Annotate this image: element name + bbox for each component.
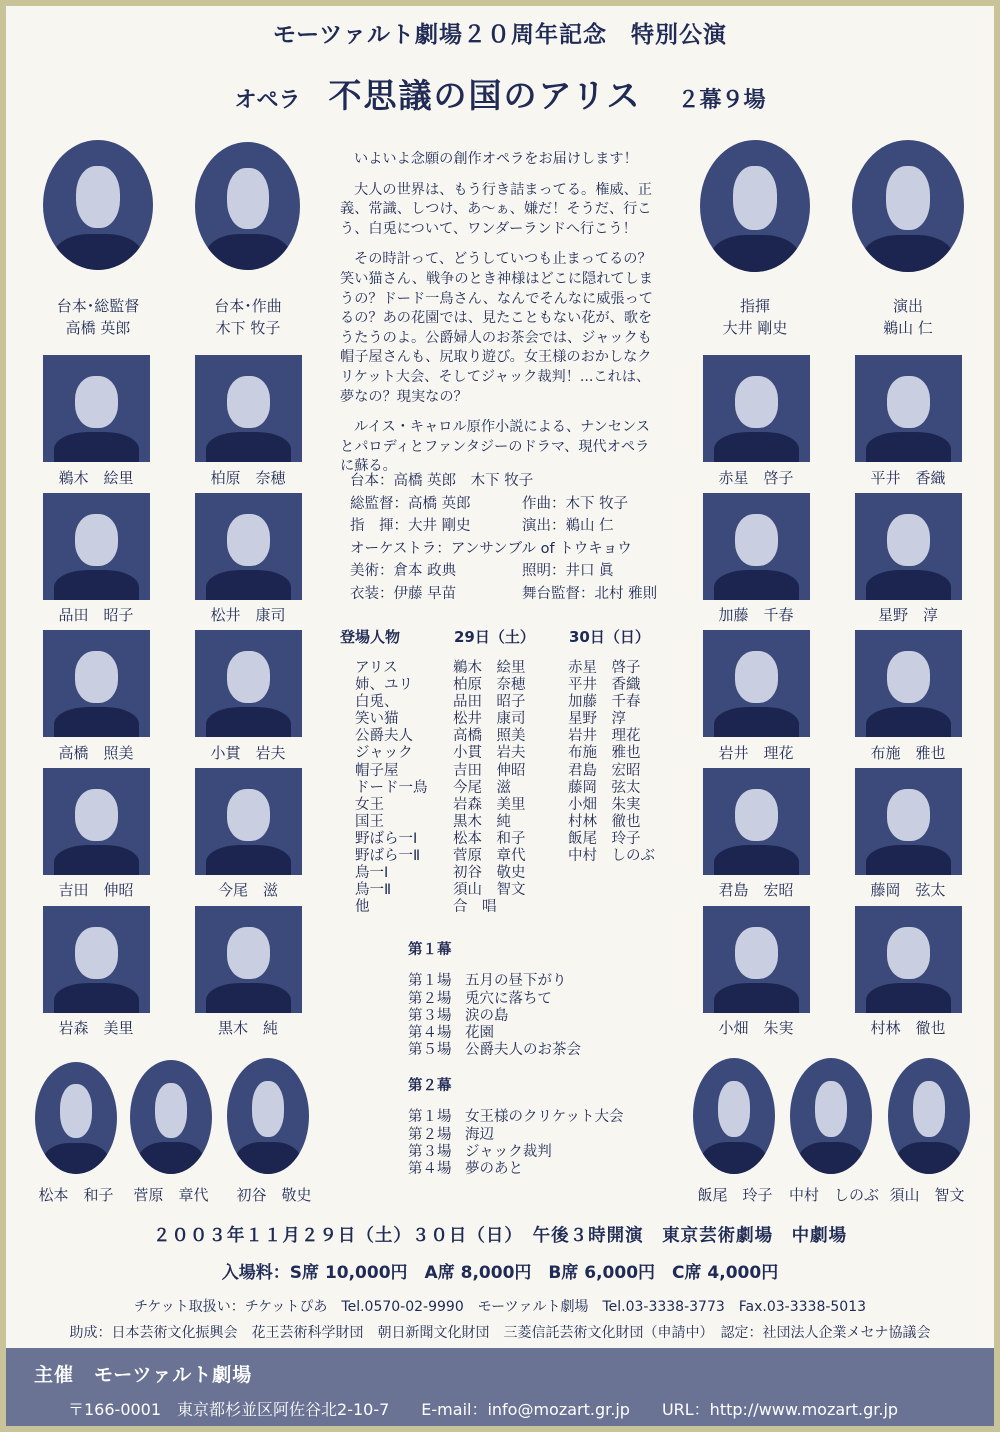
cast-singer-day2: 布施 雅也	[568, 745, 641, 762]
portrait-photo	[852, 140, 964, 272]
staff-name: 鵜山 仁	[883, 319, 933, 337]
credit-item: 台本：高橋 英郎 木下 牧子	[350, 473, 534, 489]
singer-photo	[195, 355, 302, 462]
singer-name: 須山 智文	[889, 1186, 965, 1204]
cast-row	[355, 728, 675, 745]
cast-singer-day1: 吉田 伸昭	[453, 762, 526, 779]
scene-row	[408, 1109, 623, 1126]
cast-row	[355, 831, 675, 848]
singer-name: 星野 淳	[877, 606, 938, 624]
intro-paragraph: 大人の世界は、もう行き詰まってる。権威、正義、常識、しつけ、あ～ぁ、嫌だ！そうだ、行こう、白兎について、ワンダーランドへ行こう！	[340, 181, 652, 237]
intro-text	[340, 150, 658, 488]
credit-item: 舞台監督：北村 雅則	[522, 585, 658, 602]
singer-name: 松井 康司	[210, 606, 286, 624]
portrait-photo	[693, 1058, 775, 1174]
scene-number: 第４場	[408, 1025, 452, 1042]
scene-title: 公爵夫人のお茶会	[465, 1042, 581, 1059]
scene-number: 第１場	[408, 1109, 452, 1126]
cast-singer-day1: 初谷 敬史	[453, 865, 526, 882]
scene-title: 兎穴に落ちて	[465, 990, 552, 1007]
cast-singer-day2: 加藤 千春	[568, 694, 641, 711]
opera-main-title: 不思議の国のアリス	[328, 76, 642, 115]
act1-scenes	[408, 942, 581, 1060]
opera-prefix: オペラ	[234, 88, 301, 113]
credit-item: 作曲：木下 牧子	[522, 495, 629, 512]
cast-singer-day2: 君島 宏昭	[568, 762, 641, 779]
singer-photo	[43, 768, 150, 875]
scene-row	[408, 1025, 581, 1042]
singer-photo	[43, 906, 150, 1013]
singer-photo	[855, 906, 962, 1013]
scene-number: 第３場	[408, 1007, 452, 1024]
credit-item: 総監督：高橋 英郎	[350, 495, 471, 512]
scene-title: 海辺	[465, 1126, 494, 1143]
cast-singer-day1: 菅原 章代	[453, 848, 526, 865]
intro-paragraph: その時計って、どうしていつも止まってるの？笑い猫さん、戦争のとき神様はどこに隠れてしまうの？ドード一鳥さん、なんでそんなに威張ってるの？あの花園では、見たこともない花が、歌をうたうのよ。公爵婦人のお茶会では、ジャックも帽子屋さんも、尻取り遊び。女王様のおかしなクリケット大会、そしてジャック裁判！...これは、夢なの？現実なの？	[340, 251, 653, 405]
act-title: 第２幕	[408, 1078, 452, 1094]
cast-row	[355, 677, 675, 694]
singer-name: 加藤 千春	[718, 606, 794, 624]
opera-title	[0, 70, 1000, 117]
staff-name: 木下 牧子	[215, 319, 281, 337]
singer-name: 小貫 岩夫	[210, 744, 286, 762]
staff-role: 演出	[892, 297, 923, 315]
portrait-photo	[43, 140, 153, 270]
singer-name: 小畑 朱実	[718, 1019, 794, 1037]
portrait-photo	[790, 1058, 872, 1174]
scene-number: 第２場	[408, 1126, 452, 1143]
cast-row	[355, 814, 675, 831]
cast-singer-day2: 赤星 啓子	[568, 660, 641, 676]
singer-photo	[855, 630, 962, 737]
cast-singer-day1: 品田 昭子	[453, 694, 526, 711]
cast-row	[355, 694, 675, 711]
opera-acts-suffix: ２幕９場	[677, 88, 766, 113]
portrait-photo	[35, 1062, 117, 1174]
cast-singer-day2: 星野 淳	[568, 711, 626, 728]
singer-name: 今尾 滋	[217, 881, 278, 899]
cast-singer-day1: 須山 智文	[453, 882, 526, 899]
singer-name: 黒木 純	[217, 1019, 278, 1037]
cast-singer-day1: 松本 和子	[453, 830, 526, 847]
staff-role: 指揮	[739, 297, 770, 315]
portrait-photo	[130, 1060, 212, 1174]
cast-singer-day1: 今尾 滋	[453, 779, 511, 796]
scene-row	[408, 1144, 623, 1161]
intro-paragraph: いよいよ念願の創作オペラをお届けします！	[354, 151, 638, 167]
portrait-photo	[195, 142, 300, 270]
portrait-photo	[227, 1058, 309, 1174]
scene-title: 女王様のクリケット大会	[465, 1109, 624, 1126]
cast-singer-day1: 合 唱	[453, 899, 497, 916]
singer-name: 松本 和子	[38, 1186, 114, 1204]
intro-paragraph: ルイス・キャロル原作小説による、ナンセンスとパロディとファンタジーのドラマ、現代オペラに蘇る。	[340, 419, 650, 475]
scene-row	[408, 973, 581, 990]
cast-row	[355, 660, 675, 677]
cast-singer-day2: 平井 香織	[568, 677, 641, 694]
staff-role: 台本･総監督	[56, 297, 140, 315]
scene-number: 第１場	[408, 973, 452, 990]
cast-role: 笑い猫	[355, 711, 399, 728]
organizer-name: 主催 モーツァルト劇場	[34, 1364, 253, 1386]
organizer-band	[6, 1348, 994, 1426]
ticket-prices: 入場料：S席 10,000円 A席 8,000円 B席 6,000円 C席 4,000円	[221, 1263, 779, 1283]
singer-photo	[195, 630, 302, 737]
act2-scenes	[408, 1078, 623, 1178]
cast-role: 白兎、	[355, 694, 399, 711]
cast-day2: 30日（日）	[569, 628, 650, 646]
scene-number: 第５場	[408, 1042, 452, 1059]
singer-photo	[43, 493, 150, 600]
staff-name: 大井 剛史	[722, 319, 788, 337]
singer-name: 品田 昭子	[58, 606, 134, 624]
singer-name: 平井 香織	[870, 469, 946, 487]
singer-name: 高橋 照美	[58, 744, 134, 762]
cast-singer-day1: 小貫 岩夫	[453, 745, 526, 762]
singer-name: 初谷 敬史	[236, 1186, 312, 1204]
scene-number: 第４場	[408, 1161, 452, 1178]
cast-role: 公爵夫人	[355, 728, 413, 745]
singer-photo	[855, 768, 962, 875]
cast-table	[355, 660, 675, 916]
cast-role: アリス	[355, 660, 398, 676]
cast-role: 姉、ユリ	[355, 677, 413, 694]
credit-item: 衣装：伊藤 早苗	[350, 585, 457, 602]
cast-label: 登場人物	[340, 628, 401, 646]
performance-date: ２００３年１１月２９日（土）３０日（日） 午後３時開演 東京芸術劇場 中劇場	[152, 1226, 848, 1246]
singer-name: 中村 しのぶ	[788, 1186, 879, 1204]
singer-name: 菅原 章代	[133, 1186, 209, 1204]
singer-photo	[195, 906, 302, 1013]
scene-title: 夢のあと	[465, 1161, 523, 1178]
cast-singer-day1: 柏原 奈穂	[453, 677, 526, 694]
singer-photo	[855, 355, 962, 462]
singer-name: 飯尾 玲子	[697, 1186, 773, 1204]
ticket-contacts: チケット取扱い：チケットぴあ Tel.0570-02-9990 モーツァルト劇場 Tel.03-3338-3773 Fax.03-3338-5013	[133, 1299, 867, 1315]
cast-row	[355, 865, 675, 882]
cast-row	[355, 711, 675, 728]
singer-photo	[703, 630, 810, 737]
scene-title: 五月の昼下がり	[465, 973, 567, 990]
singer-name: 柏原 奈穂	[210, 469, 286, 487]
cast-role: ドード一鳥	[355, 779, 428, 796]
credits-list	[350, 470, 680, 605]
staff-role: 台本･作曲	[214, 297, 282, 315]
cast-row	[355, 797, 675, 814]
singer-photo	[703, 906, 810, 1013]
scene-title: ジャック裁判	[465, 1143, 552, 1160]
cast-row	[355, 745, 675, 762]
cast-singer-day2: 中村 しのぶ	[568, 848, 655, 865]
cast-singer-day1: 黒木 純	[453, 813, 511, 830]
cast-role: 野ばら一Ⅱ	[355, 848, 421, 865]
cast-row	[355, 780, 675, 797]
portrait-photo	[700, 140, 810, 272]
support-credits: 助成：日本芸術文化振興会 花王芸術科学財団 朝日新聞文化財団 三菱信託芸術文化財団（申請中） 認定：社団法人企業メセナ協議会	[69, 1325, 931, 1341]
cast-singer-day1: 鵜木 絵里	[453, 660, 526, 676]
cast-singer-day2: 藤岡 弦太	[568, 779, 641, 796]
cast-role: 他	[355, 899, 370, 916]
cast-singer-day1: 岩森 美里	[453, 796, 526, 813]
singer-name: 布施 雅也	[870, 744, 946, 762]
cast-singer-day1: 高橋 照美	[453, 728, 526, 745]
act-title: 第１幕	[408, 942, 452, 958]
cast-role: ジャック	[355, 745, 413, 762]
cast-role: 野ばら一Ⅰ	[355, 830, 418, 847]
cast-singer-day2: 小畑 朱実	[568, 796, 641, 813]
cast-row	[355, 899, 675, 916]
cast-role: 帽子屋	[355, 762, 399, 779]
scene-row	[408, 991, 581, 1008]
singer-photo	[43, 355, 150, 462]
singer-photo	[703, 493, 810, 600]
singer-photo	[195, 768, 302, 875]
credit-item: 照明：井口 眞	[522, 563, 614, 579]
cast-role: 鳥一Ⅰ	[355, 865, 389, 882]
credit-item: オーケストラ：アンサンブル of トウキョウ	[350, 540, 632, 557]
singer-name: 村林 徹也	[870, 1019, 946, 1037]
staff-name: 高橋 英郎	[65, 319, 131, 337]
credit-item: 美術：倉本 政典	[350, 563, 457, 579]
singer-name: 赤星 啓子	[718, 469, 794, 487]
singer-photo	[195, 493, 302, 600]
singer-photo	[703, 355, 810, 462]
cast-singer-day2: 岩井 理花	[568, 728, 641, 745]
singer-name: 吉田 伸昭	[58, 881, 134, 899]
scene-row	[408, 1161, 623, 1178]
scene-row	[408, 1008, 581, 1025]
cast-singer-day2: 村林 徹也	[568, 813, 641, 830]
scene-title: 花園	[465, 1025, 494, 1042]
singer-name: 岩井 理花	[718, 744, 794, 762]
scene-number: 第３場	[408, 1143, 452, 1160]
cast-role: 女王	[355, 796, 384, 813]
singer-photo	[703, 768, 810, 875]
singer-name: 藤岡 弦太	[870, 881, 946, 899]
singer-name: 鵜木 絵里	[58, 469, 134, 487]
cast-singer-day1: 松井 康司	[453, 711, 526, 728]
singer-name: 君島 宏昭	[718, 881, 794, 899]
singer-photo	[855, 493, 962, 600]
cast-role: 鳥一Ⅱ	[355, 882, 392, 899]
organizer-address: 〒166-0001 東京都杉並区阿佐谷北2-10-7 E-mail：info@mozart.gr.jp URL：http://www.mozart.gr.jp	[68, 1400, 899, 1419]
event-title: モーツァルト劇場２０周年記念 特別公演	[273, 22, 727, 48]
credit-item: 指 揮：大井 剛史	[350, 518, 471, 534]
cast-row	[355, 848, 675, 865]
singer-name: 岩森 美里	[58, 1019, 134, 1037]
scene-title: 涙の島	[465, 1007, 509, 1024]
scene-row	[408, 1127, 623, 1144]
scene-number: 第２場	[408, 990, 452, 1007]
portrait-photo	[888, 1058, 970, 1174]
cast-row	[355, 882, 675, 899]
scene-row	[408, 1042, 581, 1059]
cast-role: 国王	[355, 813, 384, 830]
cast-singer-day2: 飯尾 玲子	[568, 830, 641, 847]
cast-day1: 29日（土）	[454, 628, 535, 646]
credit-item: 演出：鵜山 仁	[522, 518, 614, 534]
cast-row	[355, 763, 675, 780]
singer-photo	[43, 630, 150, 737]
